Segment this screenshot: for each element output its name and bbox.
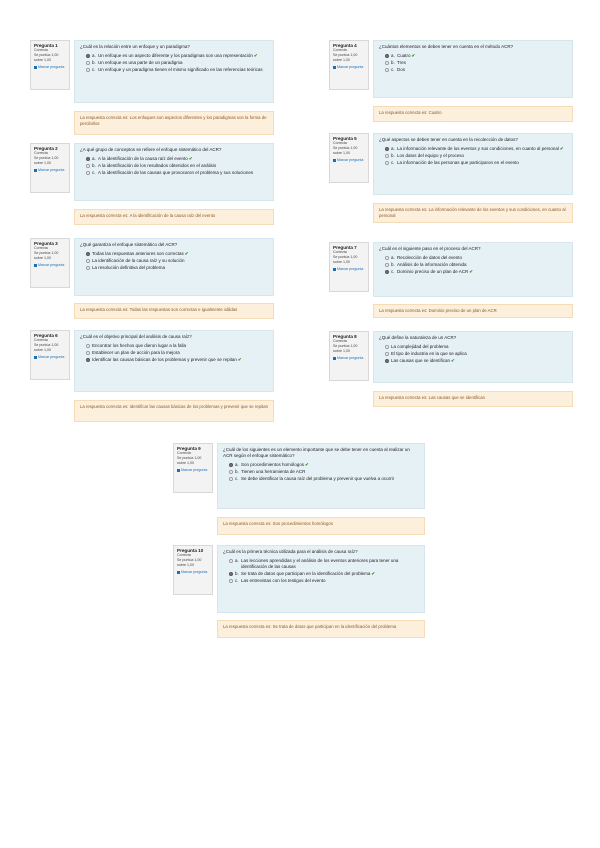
flag-question-link[interactable]: Marcar pregunta <box>333 158 365 163</box>
question-number: Pregunta 8 <box>333 334 357 339</box>
check-icon: ✔ <box>469 269 474 274</box>
question-score: Se puntúa 1,00 sobre 1,00 <box>333 146 358 155</box>
flag-icon <box>177 571 180 574</box>
question-info <box>173 545 213 595</box>
answer-feedback: La respuesta correcta es: Las causas que se identifican <box>373 391 573 407</box>
question-content <box>373 331 573 383</box>
question-text: ¿Cuál es el objetivo principal del análisis de causa raíz? <box>80 334 192 339</box>
question-status: Correcta <box>333 339 347 343</box>
radio-button[interactable] <box>229 463 233 467</box>
question-score: Se puntúa 1,00 sobre 1,00 <box>34 343 59 352</box>
flag-question-link[interactable]: Marcar pregunta <box>34 168 66 173</box>
radio-button[interactable] <box>385 154 389 158</box>
question-content <box>74 238 274 296</box>
answer-feedback: La respuesta correcta es: Son procedimientos homólogos <box>217 517 425 535</box>
question-text: ¿Cuál de los siguientes es un elemento importante que se debe tener en cuenta al realizar un ACR según el enfoque sistemático? <box>223 447 410 458</box>
answer-option[interactable]: c. Se debe identificar la causa raíz del problema y prevenir que vuelva a ocurrir <box>229 476 419 482</box>
question-content <box>217 443 425 509</box>
question-content <box>373 242 573 297</box>
flag-icon <box>34 356 37 359</box>
answer-text: A la identificación de la causa raíz del evento✔ <box>98 156 193 161</box>
question-status: Correcta <box>333 250 347 254</box>
radio-button[interactable] <box>86 351 90 355</box>
check-icon: ✔ <box>305 462 309 467</box>
radio-button[interactable] <box>385 54 389 58</box>
radio-button[interactable] <box>229 572 233 576</box>
answer-option[interactable]: a. La información relevante de los eventos y sus condiciones, en cuanto al personal✔ <box>385 146 567 152</box>
answer-text: Se trata de datos que participan en la identificación del problema✔ <box>241 571 376 576</box>
check-icon: ✔ <box>559 146 564 151</box>
answer-option[interactable]: b. Análisis de la información obtenida <box>385 262 567 268</box>
question-score: Se puntúa 1,00 sobre 1,00 <box>333 255 358 264</box>
flag-question-link[interactable]: Marcar pregunta <box>177 570 209 575</box>
radio-button[interactable] <box>229 470 233 474</box>
flag-icon <box>333 159 336 162</box>
question-content <box>74 143 274 201</box>
answer-option[interactable]: b. Los datos del equipo y el proceso <box>385 153 567 159</box>
answer-option[interactable] <box>86 343 268 349</box>
flag-icon <box>34 169 37 172</box>
answer-text: El tipo de industria en la que se aplica <box>391 351 467 356</box>
check-icon: ✔ <box>253 53 258 58</box>
radio-button[interactable] <box>229 477 233 481</box>
radio-button[interactable] <box>385 68 389 72</box>
question-text: ¿Qué garantiza el enfoque sistemático del ACR? <box>80 242 178 247</box>
answer-text: La información de las personas que participaron en el evento <box>397 160 519 165</box>
flag-question-link[interactable]: Marcar pregunta <box>34 355 66 360</box>
answer-text: Un enfoque es una parte de un paradigma <box>98 60 183 65</box>
question-info <box>329 242 369 292</box>
answer-text: Son procedimientos homólogos✔ <box>241 462 309 467</box>
answer-option[interactable]: a. Las lecciones aprendidas y el análisis de los eventos anteriores para tener una identificación de las causas <box>229 558 419 570</box>
question-number: Pregunta 5 <box>333 136 357 141</box>
answer-text: A la identificación de los resultados obtenidos en el análisis <box>98 163 217 168</box>
answer-option[interactable] <box>385 358 567 364</box>
radio-button[interactable] <box>385 256 389 260</box>
question-info <box>30 40 70 90</box>
answer-option[interactable]: a. Recolección de datos del evento <box>385 255 567 261</box>
answer-option[interactable]: a. A la identificación de la causa raíz del evento✔ <box>86 156 268 162</box>
question-text: ¿Qué aspectos se deben tener en cuenta en la recolección de datos? <box>379 137 518 142</box>
answer-option[interactable] <box>86 265 268 271</box>
question-score: Se puntúa 1,00 sobre 1,00 <box>333 344 358 353</box>
answer-text: Identificar las causas básicas de los problemas y prevenir que se repitan✔ <box>92 357 242 362</box>
answer-text: Los datos del equipo y el proceso <box>397 153 465 158</box>
answer-text: Tienen una herramienta de ACR <box>241 469 306 474</box>
radio-button[interactable] <box>86 68 90 72</box>
flag-question-link[interactable]: Marcar pregunta <box>333 267 365 272</box>
answer-option[interactable]: a. Un enfoque es un aspecto diferente y los paradigmas son una representación✔ <box>86 53 268 59</box>
answer-option[interactable]: b. Tres <box>385 60 567 66</box>
question-info <box>30 238 70 288</box>
question-status: Correcta <box>333 141 347 145</box>
answer-text: La complejidad del problema <box>391 344 449 349</box>
answer-text: Un enfoque es un aspecto diferente y los paradigmas son una representación✔ <box>98 53 258 58</box>
answer-text: Cuatro✔ <box>397 53 416 58</box>
question-status: Correcta <box>34 338 48 342</box>
answer-text: Análisis de la información obtenida <box>397 262 467 267</box>
radio-button[interactable] <box>86 259 90 263</box>
question-info <box>329 40 369 90</box>
answer-option[interactable]: c. La información de las personas que participaron en el evento <box>385 160 567 166</box>
question-content <box>217 545 425 613</box>
answer-text: Dominio preciso de un plan de ACR✔ <box>397 269 474 274</box>
question-info <box>30 143 70 193</box>
question-score: Se puntúa 1,00 sobre 1,00 <box>177 558 202 567</box>
answer-option[interactable] <box>385 351 567 357</box>
question-number: Pregunta 3 <box>34 241 58 246</box>
answer-option[interactable]: c. Dos <box>385 67 567 73</box>
question-score: Se puntúa 1,00 sobre 1,00 <box>333 53 358 62</box>
flag-question-link[interactable]: Marcar pregunta <box>34 263 66 268</box>
radio-button[interactable] <box>385 61 389 65</box>
question-status: Correcta <box>333 48 347 52</box>
answer-text: Las entrevistas con los testigos del evento <box>241 578 326 583</box>
answer-option[interactable]: c. Las entrevistas con los testigos del evento <box>229 578 419 584</box>
radio-button[interactable] <box>229 559 233 563</box>
answer-text: La información relevante de los eventos y sus condiciones, en cuanto al personal✔ <box>397 146 564 151</box>
question-content <box>74 330 274 392</box>
question-status: Correcta <box>177 553 191 557</box>
answer-text: La resolución definitiva del problema <box>92 265 166 270</box>
answer-text: Todas las respuestas anteriores son correctas✔ <box>92 251 189 256</box>
radio-button[interactable] <box>86 344 90 348</box>
check-icon: ✔ <box>188 156 193 161</box>
answer-feedback: La respuesta correcta es: Todas las respuestas son correctas e igualmente válidas <box>74 303 274 319</box>
question-status: Correcta <box>34 151 48 155</box>
question-text: ¿Cuál es la relación entre un enfoque y un paradigma? <box>80 44 190 49</box>
answer-option[interactable]: b. Tienen una herramienta de ACR <box>229 469 419 475</box>
flag-icon <box>177 469 180 472</box>
answer-option[interactable]: c. Dominio preciso de un plan de ACR✔ <box>385 269 567 275</box>
radio-button[interactable] <box>86 171 90 175</box>
answer-text: Las causas que se identifican✔ <box>391 358 455 363</box>
check-icon: ✔ <box>237 357 242 362</box>
answer-option[interactable] <box>86 350 268 356</box>
question-content <box>373 40 573 98</box>
answer-feedback: La respuesta correcta es: Se trata de datos que participan en la identificación del problema <box>217 620 425 638</box>
answer-option[interactable]: a. Cuatro✔ <box>385 53 567 59</box>
answer-option[interactable]: b. Un enfoque es una parte de un paradigma <box>86 60 268 66</box>
question-number: Pregunta 10 <box>177 548 204 553</box>
radio-button[interactable] <box>86 266 90 270</box>
radio-button[interactable] <box>385 352 389 356</box>
question-info <box>30 330 70 380</box>
answer-text: Recolección de datos del evento <box>397 255 463 260</box>
radio-button[interactable] <box>385 161 389 165</box>
radio-button[interactable] <box>385 147 389 151</box>
check-icon: ✔ <box>184 251 189 256</box>
question-content <box>74 40 274 103</box>
radio-button[interactable] <box>385 270 389 274</box>
flag-question-link[interactable]: Marcar pregunta <box>34 65 66 70</box>
check-icon: ✔ <box>451 358 455 363</box>
answer-text: Tres <box>397 60 406 65</box>
radio-button[interactable] <box>385 359 389 363</box>
answer-feedback: La respuesta correcta es: A la identificación de la causa raíz del evento <box>74 209 274 225</box>
question-score: Se puntúa 1,00 sobre 1,00 <box>177 456 202 465</box>
answer-feedback: La respuesta correcta es: Los enfoques son aspectos diferentes y los paradigmas son la forma de percibirlos <box>74 111 274 135</box>
radio-button[interactable] <box>86 164 90 168</box>
radio-button[interactable] <box>385 345 389 349</box>
question-status: Correcta <box>34 48 48 52</box>
answer-feedback: La respuesta correcta es: Cuatro <box>373 106 573 122</box>
answer-option[interactable] <box>385 344 567 350</box>
flag-icon <box>333 268 336 271</box>
flag-icon <box>34 264 37 267</box>
flag-question-link[interactable]: Marcar pregunta <box>333 65 365 70</box>
answer-option[interactable] <box>86 357 268 363</box>
answer-option[interactable]: a. Son procedimientos homólogos✔ <box>229 462 419 468</box>
answer-text: A la identificación de las causas que provocaron el problema y sus soluciones <box>98 170 254 175</box>
question-text: ¿Cuál es el siguiente paso en el proceso del ACR? <box>379 246 481 251</box>
answer-option[interactable]: b. A la identificación de los resultados obtenidos en el análisis <box>86 163 268 169</box>
answer-text: Se debe identificar la causa raíz del problema y prevenir que vuelva a ocurrir <box>241 476 395 481</box>
answer-option[interactable]: c. A la identificación de las causas que provocaron el problema y sus soluciones <box>86 170 268 176</box>
radio-button[interactable] <box>229 579 233 583</box>
question-info <box>329 331 369 381</box>
answer-feedback: La respuesta correcta es: Dominio preciso de un plan de ACR <box>373 304 573 318</box>
answer-text: Dos <box>397 67 406 72</box>
question-status: Correcta <box>34 246 48 250</box>
question-content <box>373 133 573 195</box>
question-info <box>329 133 369 183</box>
question-number: Pregunta 4 <box>333 43 357 48</box>
radio-button[interactable] <box>385 263 389 267</box>
radio-button[interactable] <box>86 157 90 161</box>
question-text: ¿Cuántos elementos se deben tener en cuenta en el método ACR? <box>379 44 514 49</box>
question-number: Pregunta 9 <box>177 446 201 451</box>
radio-button[interactable] <box>86 358 90 362</box>
answer-text: Las lecciones aprendidas y el análisis de los eventos anteriores para tener una identificación de las causas <box>241 558 399 569</box>
answer-text: Un enfoque y un paradigma tienen el mismo significado en las referencias teóricas <box>98 67 263 72</box>
question-score: Se puntúa 1,00 sobre 1,00 <box>34 251 59 260</box>
flag-icon <box>34 66 37 69</box>
flag-question-link[interactable]: Marcar pregunta <box>177 468 209 473</box>
radio-button[interactable] <box>86 252 90 256</box>
question-text: ¿Cuál es la primera técnica utilizada para el análisis de causa raíz? <box>223 549 358 554</box>
check-icon: ✔ <box>371 571 376 576</box>
question-score: Se puntúa 1,00 sobre 1,00 <box>34 53 59 62</box>
flag-icon <box>333 357 336 360</box>
question-status: Correcta <box>177 451 191 455</box>
answer-text: La identificación de la causa raíz y su solución <box>92 258 185 263</box>
question-score: Se puntúa 1,00 sobre 1,00 <box>34 156 59 165</box>
question-number: Pregunta 6 <box>34 333 58 338</box>
question-number: Pregunta 2 <box>34 146 58 151</box>
answer-feedback: La respuesta correcta es: La información relevante de los eventos y sus condiciones, en cuanto al personal <box>373 203 573 223</box>
answer-feedback: La respuesta correcta es: Identificar las causas básicas de los problemas y prevenir que se repitan <box>74 400 274 422</box>
radio-button[interactable] <box>86 61 90 65</box>
answer-text: Encontrar los hechos que dieron lugar a la falla <box>92 343 187 348</box>
answer-text: Establecer un plan de acción para la mejora <box>92 350 180 355</box>
question-info <box>173 443 213 493</box>
answer-option[interactable] <box>86 251 268 257</box>
flag-question-link[interactable]: Marcar pregunta <box>333 356 365 361</box>
answer-option[interactable]: b. Se trata de datos que participan en la identificación del problema✔ <box>229 571 419 577</box>
question-text: ¿Qué define la naturaleza de un ACR? <box>379 335 457 340</box>
answer-option[interactable] <box>86 258 268 264</box>
question-number: Pregunta 7 <box>333 245 357 250</box>
flag-icon <box>333 66 336 69</box>
check-icon: ✔ <box>411 53 416 58</box>
radio-button[interactable] <box>86 54 90 58</box>
question-number: Pregunta 1 <box>34 43 58 48</box>
question-text: ¿A qué grupo de conceptos se refiere el enfoque sistemático del ACR? <box>80 147 222 152</box>
answer-option[interactable]: c. Un enfoque y un paradigma tienen el mismo significado en las referencias teóricas <box>86 67 268 73</box>
